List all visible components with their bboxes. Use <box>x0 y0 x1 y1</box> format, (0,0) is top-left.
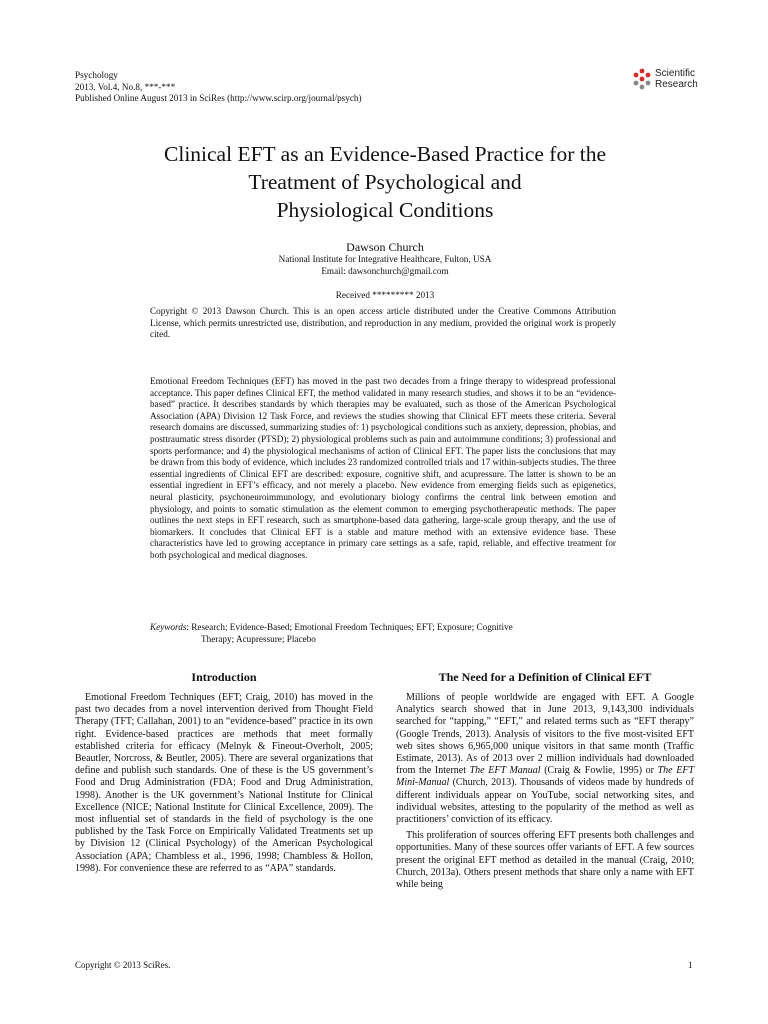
journal-published: Published Online August 2013 in SciRes (http://www.scirp.org/journal/psych) <box>75 93 362 103</box>
need-heading: The Need for a Definition of Clinical EFT <box>438 670 652 684</box>
received-date: Received ********* 2013 <box>335 290 435 300</box>
scientific-research-logo <box>632 68 698 90</box>
logo-icon <box>632 68 652 90</box>
column-left <box>75 670 373 875</box>
keywords-line1: : Research; Evidence-Based; Emotional Freedom Techniques; EFT; Exposure; Cognitive <box>186 622 513 632</box>
intro-paragraph: Emotional Freedom Techniques (EFT; Craig, 2010) has moved in the past two decades from a novel intervention derived from Thought Field Therapy (TFT; Callahan, 2001) to an “evidence-based” practice in its own right. Evidence-based practices are methods that meet formally established criteria for efficacy (Melnyk & Fineout-Overholt, 2005; Beautler, Norcross, & Beutler, 2005). There are several organizations that define and publish such standards. One of these is the US government’s Food and Drug Administration (FDA; Food and Drug Administration, 1998). Another is the UK government’s National Institute for Clinical Excellence (NICE; National Institute for Clinical Excellence, 2009). The most influential set of standards in the field of psychology is the one published by the Task Force on Empirically Validated Treatments set up by Division 12 (Clinical Psychology) of the American Psychological Association (APA; Chambless et al., 1996, 1998; Chambless & Hollon, 1998). For convenience these are referred to as “APA” standards. <box>75 692 373 874</box>
copyright-notice: Copyright © 2013 Dawson Church. This is an open access article distributed under the Creative Commons Attribution License, which permits unrestricted use, distribution, and reproduction in any medium, provided the original work is properly cited. <box>150 306 616 340</box>
intro-heading: Introduction <box>191 670 257 684</box>
journal-volume: 2013. Vol.4, No.8, ***-*** <box>75 81 176 92</box>
journal-name: Psychology <box>75 70 118 80</box>
author-block <box>150 240 620 277</box>
author-name: Dawson Church <box>346 240 424 254</box>
footer-copyright: Copyright © 2013 SciRes. <box>75 960 171 970</box>
need-paragraph-2: This proliferation of sources offering EFT presents both challenges and opportunities. Many of these sources offer variants of EFT. A few sources present the original EFT method as detailed in the manual (Craig, 2010; Church, 2013a). Others present methods that share only a name with EFT while being <box>396 830 694 891</box>
column-right <box>396 670 694 891</box>
journal-header <box>75 70 362 105</box>
keywords-line2: Therapy; Acupressure; Placebo <box>201 633 316 644</box>
keywords-label: Keywords <box>150 622 187 632</box>
abstract: Emotional Freedom Techniques (EFT) has moved in the past two decades from a fringe therapy to widespread professional acceptance. This paper defines Clinical EFT, the method validated in many research studies, and shows it to be an “evidence-based” practice. It describes standards by which therapies may be evaluated, such as those of the American Psychological Association (APA) Division 12 Task Force, and reviews the studies showing that Clinical EFT meets these criteria. Several research domains are discussed, summarizing studies of: 1) psychological conditions such as anxiety, depression, phobias, and posttraumatic stress disorder (PTSD); 2) physiological problems such as pain and autoimmune conditions; 3) professional and sports performance; and 4) the physiological mechanisms of action of Clinical EFT. The paper lists the conclusions that may be drawn from this body of evidence, which includes 23 randomized controlled trials and 17 within-subjects studies. The three essential ingredients of Clinical EFT are described: exposure, cognitive shift, and acupressure. The latter is shown to be an essential ingredient in EFT’s efficacy, and not merely a placebo. New evidence from emerging fields such as epigenetics, neural plasticity, psychoneuroimmunology, and evolutionary biology confirms the central link between emotion and physiology, and points to somatic stimulation as the element common to emerging psychotherapeutic methods. The paper outlines the next steps in EFT research, such as smartphone-based data gathering, large-scale group therapy, and the use of biomarkers. It concludes that Clinical EFT is a stable and mature method with an extensive evidence base. These characteristics have led to growing acceptance in primary care settings as a safe, rapid, reliable, and effective treatment for both psychological and medical diagnoses. <box>150 376 616 560</box>
paper-title: Clinical EFT as an Evidence-Based Practice for the Treatment of Psychological and Physiological Conditions <box>164 142 606 222</box>
author-affiliation: National Institute for Integrative Healthcare, Fulton, USA <box>278 254 492 264</box>
keywords <box>150 622 616 645</box>
need-paragraph-1: Millions of people worldwide are engaged with EFT. A Google Analytics search showed that in June 2013, 9,143,300 individuals searched for “tapping,” “EFT,” and related terms such as “EFT therapy” (Google Trends, 2013). Analysis of visitors to the five most-visited EFT web sites shows 6,965,000 unique visitors in that same month (Traffic Estimate, 2013). As of 2013 over 2 million individuals had downloaded from the Internet The EFT Manual (Craig & Fowlie, 1995) or The EFT Mini-Manual (Church, 2013). Thousands of videos made by hundreds of different individuals appear on YouTube, social networking sites, and individual websites, attesting to the popularity of the method as well as practitioners’ conviction of its efficacy. <box>396 692 695 826</box>
page-number: 1 <box>688 960 693 970</box>
author-email: Email: dawsonchurch@gmail.com <box>321 265 449 276</box>
logo-text: Scientific Research <box>655 68 698 90</box>
